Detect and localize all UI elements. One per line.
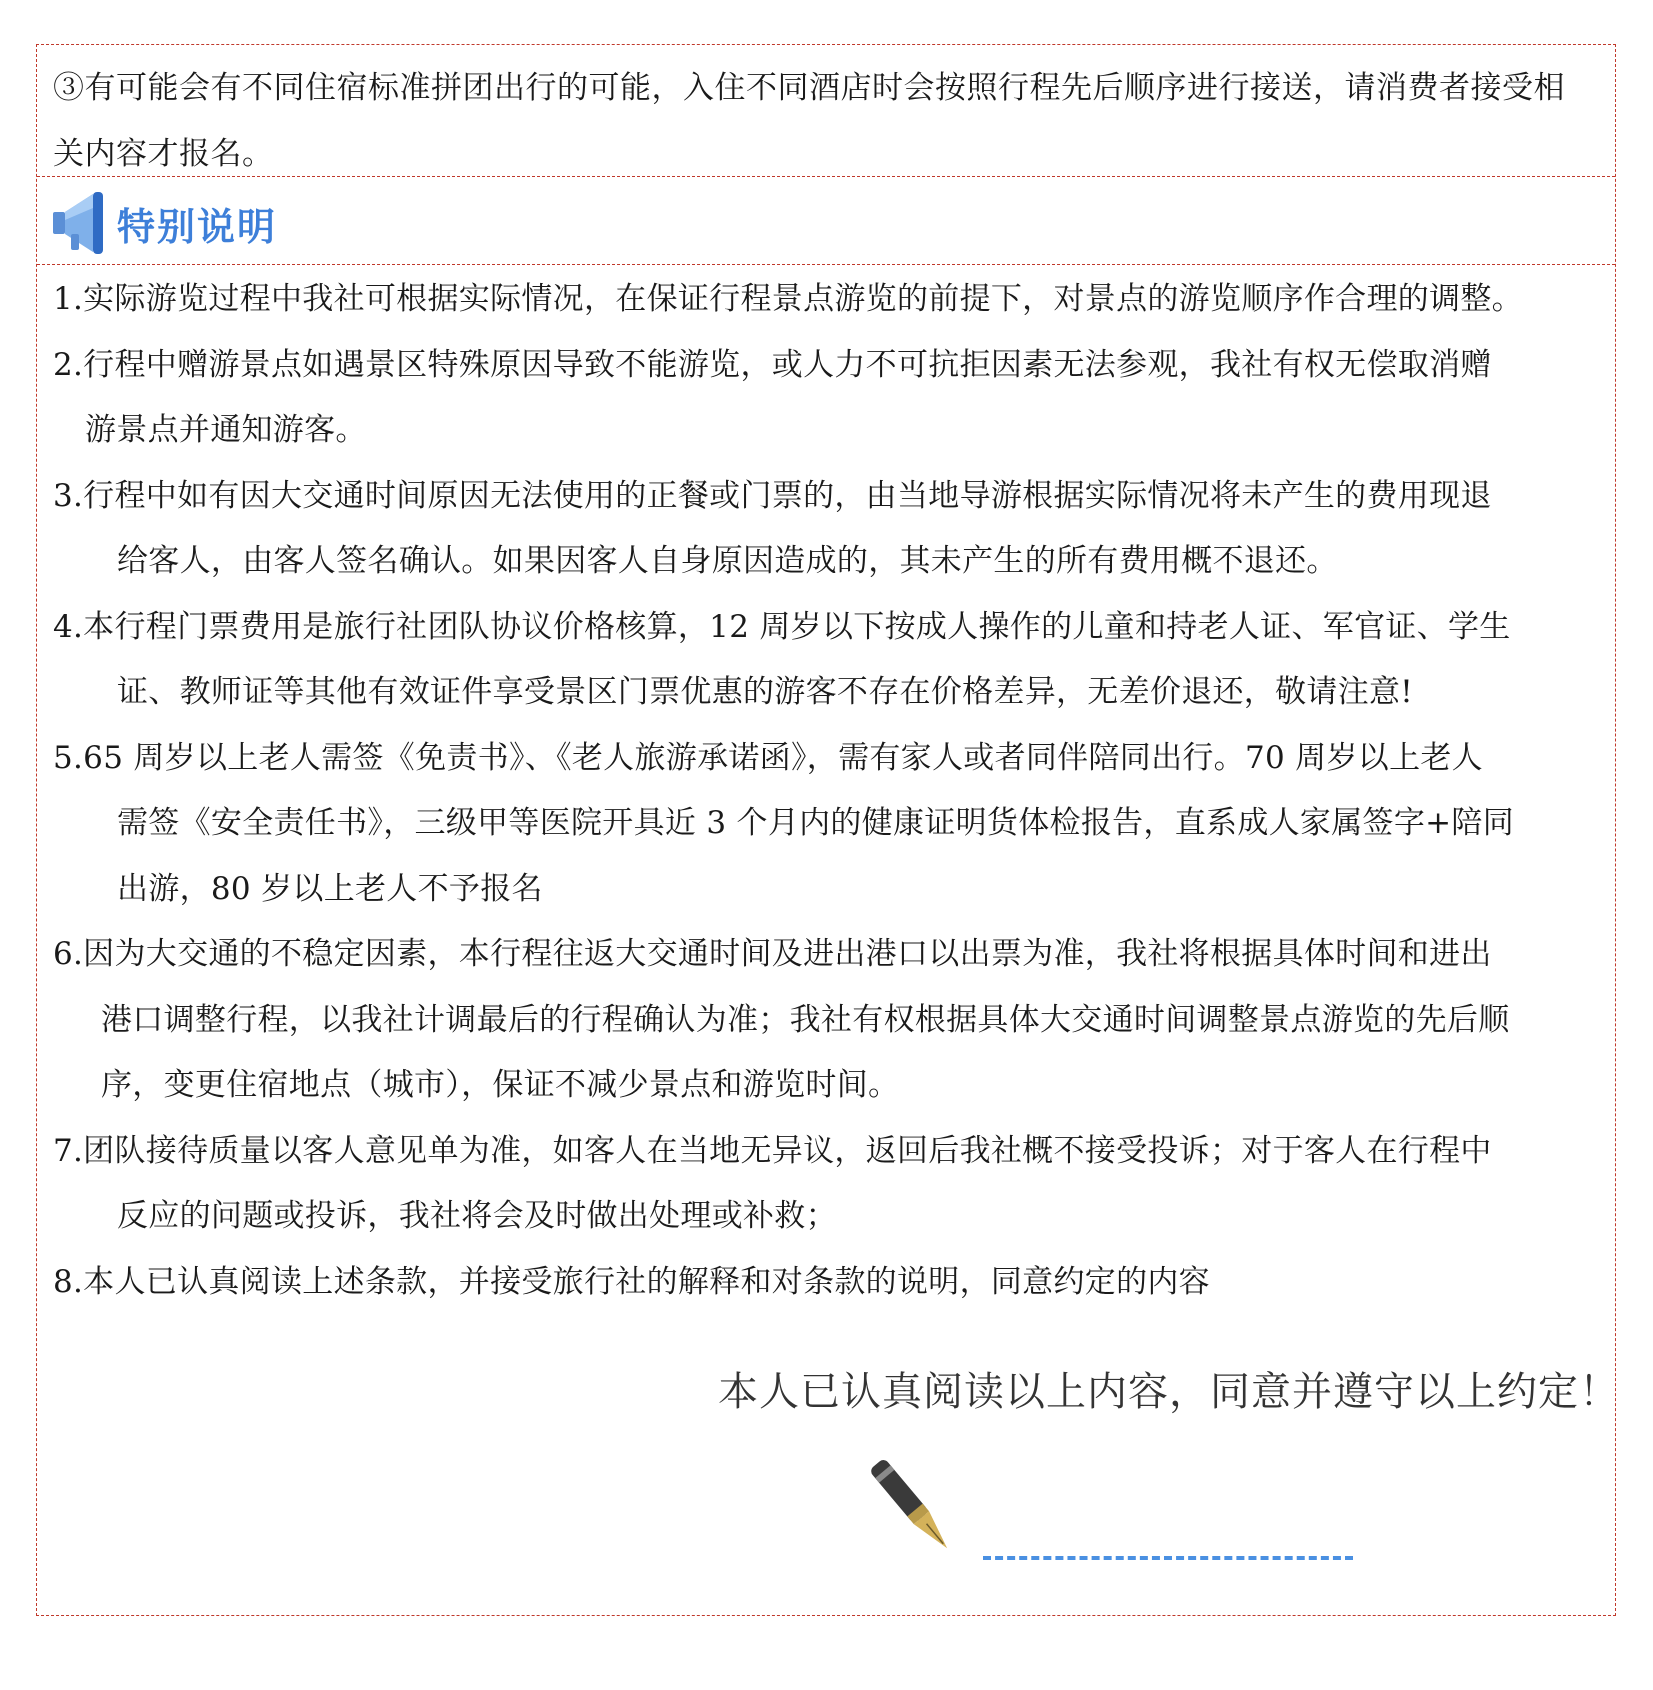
signature-statement: 本人已认真阅读以上内容，同意并遵守以上约定！ xyxy=(718,1369,1620,1415)
item-text-cont: 序，变更住宿地点（城市），保证不减少景点和游览时间。 xyxy=(101,1067,900,1103)
signature-line xyxy=(983,1556,1353,1560)
item-text-cont: 证、教师证等其他有效证件享受景区门票优惠的游客不存在价格差异，无差价退还，敬请注意! xyxy=(117,674,1414,710)
item-text: 4.本行程门票费用是旅行社团队协议价格核算，12 周岁以下按成人操作的儿童和持老人证、军官证、学生 xyxy=(53,608,1511,645)
item-text-cont: 反应的问题或投诉，我社将会及时做出处理或补救； xyxy=(117,1198,837,1234)
divider xyxy=(37,176,1615,177)
list-item xyxy=(53,333,1603,464)
item-text: 6.因为大交通的不稳定因素，本行程往返大交通时间及进出港口以出票为准，我社将根据具体时间和进出 xyxy=(53,936,1492,972)
item-text-cont: 港口调整行程，以我社计调最后的行程确认为准；我社有权根据具体大交通时间调整景点游览的先后顺 xyxy=(101,1001,1510,1038)
top-note: ③有可能会有不同住宿标准拼团出行的可能，入住不同酒店时会按照行程先后顺序进行接送，请消费者接受相关内容才报名。 xyxy=(53,70,1565,172)
item-text-cont: 出游，80 岁以上老人不予报名 xyxy=(117,870,543,907)
list-item xyxy=(53,1119,1603,1250)
list-item xyxy=(53,1250,1603,1316)
list-item xyxy=(53,922,1603,1119)
section-title: 特别说明 xyxy=(117,204,278,249)
list-item xyxy=(53,267,1603,333)
megaphone-icon xyxy=(49,188,111,258)
list-item xyxy=(53,595,1603,726)
item-text: 1.实际游览过程中我社可根据实际情况，在保证行程景点游览的前提下，对景点的游览顺序作合理的调整。 xyxy=(53,281,1523,317)
item-text: 5.65 周岁以上老人需签《免责书》、《老人旅游承诺函》，需有家人或者同伴陪同出行。70 周岁以上老人 xyxy=(53,739,1483,776)
item-text-cont: 游景点并通知游客。 xyxy=(85,412,367,448)
list-item xyxy=(53,464,1603,595)
item-text: 3.行程中如有因大交通时间原因无法使用的正餐或门票的，由当地导游根据实际情况将未产生的费用现退 xyxy=(53,477,1492,514)
divider xyxy=(37,264,1615,265)
list-item xyxy=(53,726,1603,923)
item-text: 7.团队接待质量以客人意见单为准，如客人在当地无异议，返回后我社概不接受投诉；对于客人在行程中 xyxy=(53,1132,1492,1169)
terms-list xyxy=(53,267,1603,1315)
fountain-pen-icon xyxy=(860,1450,970,1570)
item-text-cont: 需签《安全责任书》，三级甲等医院开具近 3 个月内的健康证明货体检报告，直系成人家属签字+陪同 xyxy=(117,805,1515,841)
item-text: 2.行程中赠游景点如遇景区特殊原因导致不能游览，或人力不可抗拒因素无法参观，我社有权无偿取消赠 xyxy=(53,346,1492,383)
item-text: 8.本人已认真阅读上述条款，并接受旅行社的解释和对条款的说明，同意约定的内容 xyxy=(53,1263,1210,1300)
item-text-cont: 给客人，由客人签名确认。如果因客人自身原因造成的，其未产生的所有费用概不退还。 xyxy=(117,543,1338,579)
section-header xyxy=(49,183,277,263)
